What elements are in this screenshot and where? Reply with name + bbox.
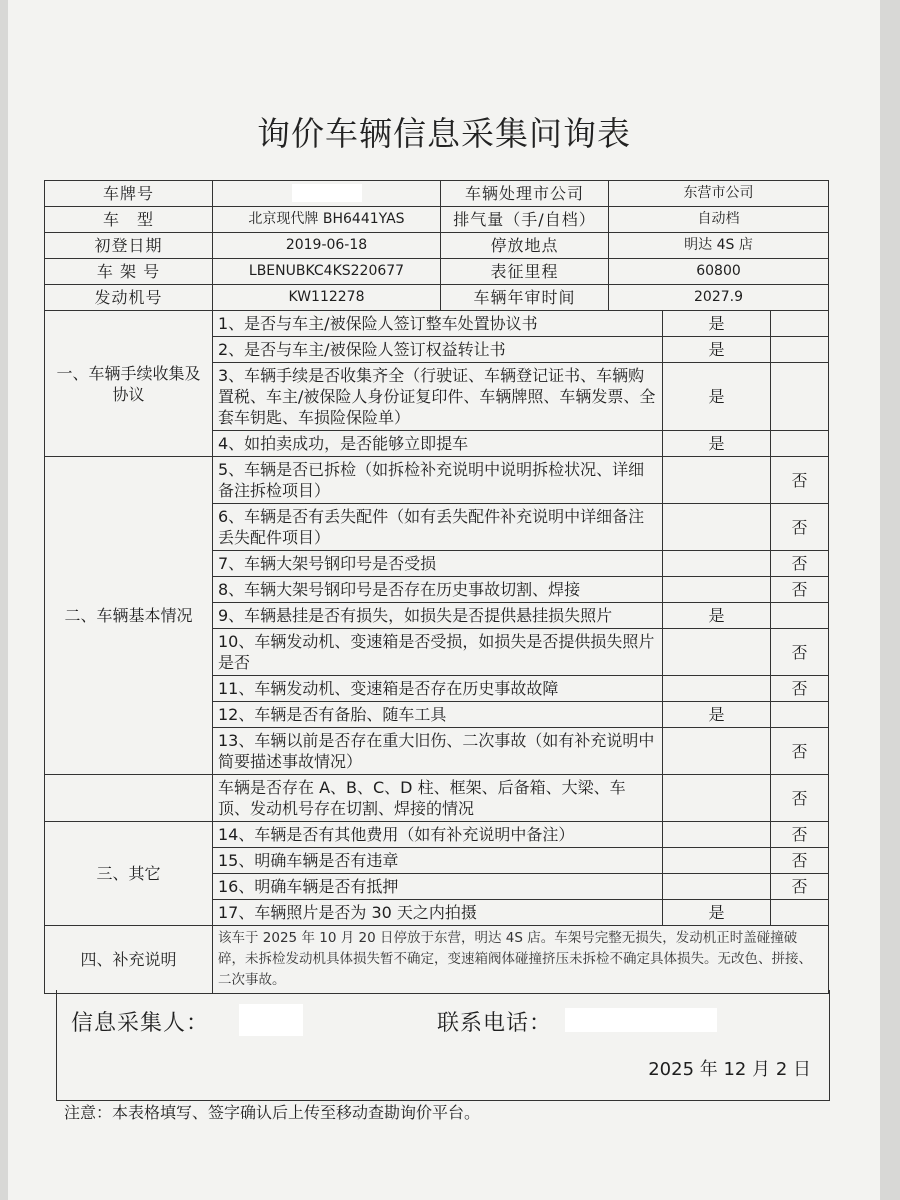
engine-value: KW112278 [213, 285, 441, 311]
row-reg-date [45, 233, 829, 259]
question-text: 8、车辆大架号钢印号是否存在历史事故切割、焊接 [213, 577, 663, 603]
answer-no: 否 [771, 577, 829, 603]
section-4-label: 四、补充说明 [45, 926, 213, 994]
question-text: 17、车辆照片是否为 30 天之内拍摄 [213, 900, 663, 926]
section-2-label: 二、车辆基本情况 [45, 457, 213, 775]
answer-yes [663, 676, 771, 702]
phone-redaction [565, 1008, 717, 1032]
collector-label: 信息采集人： [71, 1011, 210, 1036]
city-label: 车辆处理市公司 [441, 181, 609, 207]
location-label: 停放地点 [441, 233, 609, 259]
answer-yes: 是 [663, 311, 771, 337]
row-vin [45, 259, 829, 285]
question-text: 16、明确车辆是否有抵押 [213, 874, 663, 900]
question-text: 5、车辆是否已拆检（如拆检补充说明中说明拆检状况、详细备注拆检项目） [213, 457, 663, 504]
inquiry-table [44, 180, 829, 994]
answer-no: 否 [771, 874, 829, 900]
answer-yes [663, 504, 771, 551]
section-3-label: 三、其它 [45, 822, 213, 926]
mileage-value: 60800 [609, 259, 829, 285]
answer-yes: 是 [663, 431, 771, 457]
answer-no [771, 337, 829, 363]
answer-no: 否 [771, 504, 829, 551]
answer-yes [663, 577, 771, 603]
plate-label: 车牌号 [45, 181, 213, 207]
answer-yes [663, 775, 771, 822]
question-text: 10、车辆发动机、变速箱是否受损，如损失是否提供损失照片是否 [213, 629, 663, 676]
answer-no [771, 431, 829, 457]
question-text: 车辆是否存在 A、B、C、D 柱、框架、后备箱、大梁、车顶、发动机号存在切割、焊接的情况 [213, 775, 663, 822]
row-model [45, 207, 829, 233]
model-value: 北京现代牌 BH6441YAS [213, 207, 441, 233]
displacement-label: 排气量（手/自档） [441, 207, 609, 233]
question-text: 4、如拍卖成功，是否能够立即提车 [213, 431, 663, 457]
vin-label: 车 架 号 [45, 259, 213, 285]
question-text: 2、是否与车主/被保险人签订权益转让书 [213, 337, 663, 363]
displacement-value: 自动档 [609, 207, 829, 233]
answer-yes [663, 457, 771, 504]
city-value: 东营市公司 [609, 181, 829, 207]
redaction-box [292, 184, 362, 202]
answer-yes: 是 [663, 363, 771, 431]
question-text: 11、车辆发动机、变速箱是否存在历史事故故障 [213, 676, 663, 702]
engine-label: 发动机号 [45, 285, 213, 311]
question-text: 15、明确车辆是否有违章 [213, 848, 663, 874]
question-text: 6、车辆是否有丢失配件（如有丢失配件补充说明中详细备注丢失配件项目） [213, 504, 663, 551]
answer-no [771, 311, 829, 337]
footer-note: 注意：本表格填写、签字确认后上传至移动查勘询价平台。 [64, 1103, 481, 1122]
question-text: 13、车辆以前是否存在重大旧伤、二次事故（如有补充说明中简要描述事故情况） [213, 728, 663, 775]
answer-yes [663, 629, 771, 676]
row-plate [45, 181, 829, 207]
answer-no [771, 603, 829, 629]
answer-no [771, 363, 829, 431]
question-text: 1、是否与车主/被保险人签订整车处置协议书 [213, 311, 663, 337]
signature-area [56, 990, 830, 1101]
plate-value [213, 181, 441, 207]
question-text: 7、车辆大架号钢印号是否受损 [213, 551, 663, 577]
answer-yes [663, 728, 771, 775]
answer-no [771, 702, 829, 728]
answer-yes: 是 [663, 702, 771, 728]
question-row [45, 775, 829, 822]
answer-yes [663, 822, 771, 848]
answer-no: 否 [771, 822, 829, 848]
answer-yes: 是 [663, 900, 771, 926]
inspection-value: 2027.9 [609, 285, 829, 311]
form-title: 询价车辆信息采集问询表 [257, 114, 631, 153]
inspection-label: 车辆年审时间 [441, 285, 609, 311]
answer-no: 否 [771, 728, 829, 775]
document-page [8, 0, 880, 1200]
answer-no: 否 [771, 629, 829, 676]
phone-label: 联系电话： [437, 1011, 553, 1036]
mileage-label: 表征里程 [441, 259, 609, 285]
answer-no: 否 [771, 676, 829, 702]
answer-yes: 是 [663, 603, 771, 629]
answer-yes [663, 551, 771, 577]
answer-no: 否 [771, 848, 829, 874]
reg-date-label: 初登日期 [45, 233, 213, 259]
answer-no: 否 [771, 551, 829, 577]
question-text: 12、车辆是否有备胎、随车工具 [213, 702, 663, 728]
vin-value: LBENUBKC4KS220677 [213, 259, 441, 285]
section-1-label: 一、车辆手续收集及协议 [45, 311, 213, 457]
answer-no: 否 [771, 775, 829, 822]
question-row [45, 457, 829, 504]
collector-redaction [239, 1004, 303, 1036]
reg-date-value: 2019-06-18 [213, 233, 441, 259]
question-row [45, 311, 829, 337]
row-engine [45, 285, 829, 311]
supplement-text: 该车于 2025 年 10 月 20 日停放于东营，明达 4S 店。车架号完整无损失，发动机正时盖碰撞破碎，未拆检发动机具体损失暂不确定，变速箱阀体碰撞挤压未拆检不确定具体损失。无改色、拼接、二次事故。 [213, 926, 829, 994]
answer-no: 否 [771, 457, 829, 504]
question-row [45, 822, 829, 848]
signature-date: 2025 年 12 月 2 日 [648, 1059, 811, 1080]
answer-yes [663, 848, 771, 874]
blank-section-cell [45, 775, 213, 822]
answer-no [771, 900, 829, 926]
answer-yes: 是 [663, 337, 771, 363]
location-value: 明达 4S 店 [609, 233, 829, 259]
question-text: 14、车辆是否有其他费用（如有补充说明中备注） [213, 822, 663, 848]
question-text: 3、车辆手续是否收集齐全（行驶证、车辆登记证书、车辆购置税、车主/被保险人身份证复印件、车辆牌照、车辆发票、全套车钥匙、车损险保险单） [213, 363, 663, 431]
model-label: 车 型 [45, 207, 213, 233]
question-text: 9、车辆悬挂是否有损失，如损失是否提供悬挂损失照片 [213, 603, 663, 629]
supplement-row [45, 926, 829, 994]
answer-yes [663, 874, 771, 900]
